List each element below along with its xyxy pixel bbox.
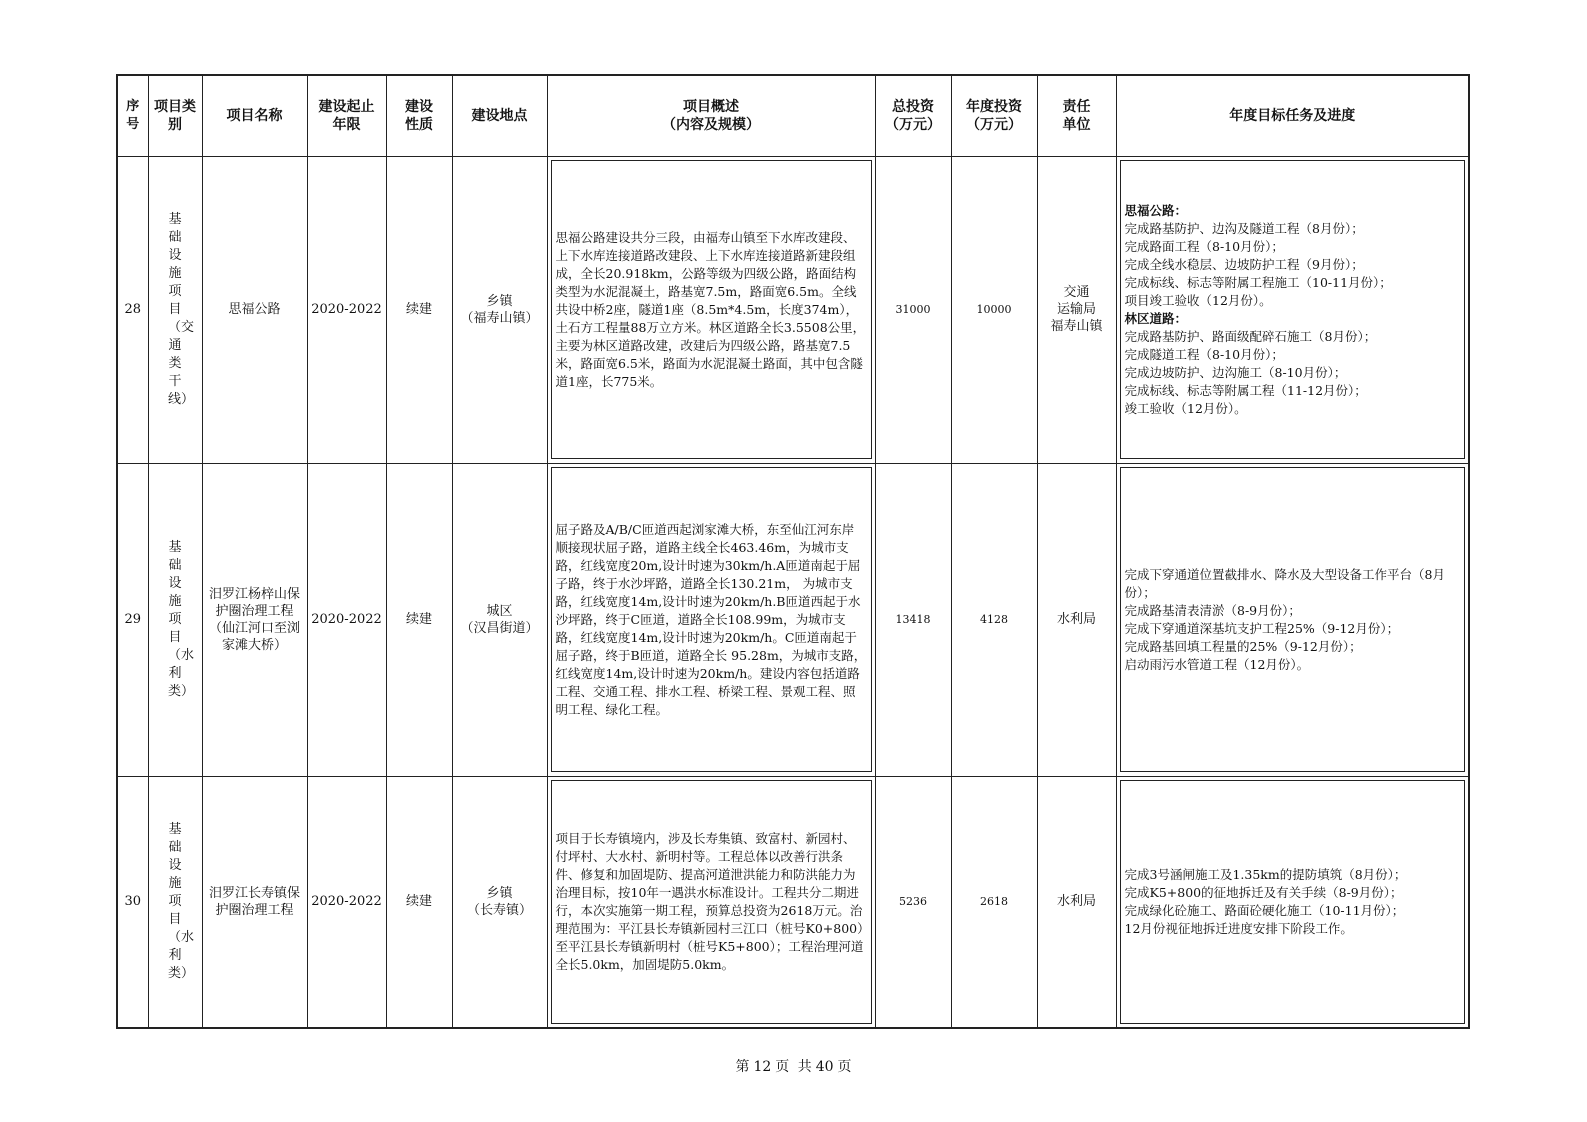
table-header-row — [117, 75, 1469, 156]
header-annual-investment: 年度投资 （万元） — [951, 75, 1037, 156]
header-category: 项目类别 — [148, 75, 202, 156]
row-project-name: 汨罗江杨梓山保护圈治理工程（仙江河口至浏家滩大桥） — [202, 463, 307, 776]
row-responsible-unit: 水利局 — [1037, 463, 1116, 776]
row-tasks: 完成下穿通道位置截排水、降水及大型设备工作平台（8月份）； 完成路基清表清淤（8-9月份）； 完成下穿通道深基坑支护工程25%（9-12月份）； 完成路基回填工程量的25%（9-12月份）； 启动雨污水管道工程（12月份）。 — [1116, 463, 1469, 776]
row-nature: 续建 — [386, 776, 452, 1028]
row-category: 基础设施项目（交通类干线） — [148, 156, 202, 463]
row-period: 2020-2022 — [307, 463, 386, 776]
row-project-name: 思福公路 — [202, 156, 307, 463]
row-total-investment: 5236 — [875, 776, 951, 1028]
row-seq: 30 — [117, 776, 148, 1028]
table-row — [117, 776, 1469, 1028]
row-overview: 屈子路及A/B/C匝道西起浏家滩大桥，东至仙江河东岸顺接现状屈子路，道路主线全长463.46m，为城市支路，红线宽度20m,设计时速为30km/h.A匝道南起于屈子路，终于水沙坪路，道路全长130.21m， 为城市支路，红线宽度14m,设计时速为20km/h.B匝道西起于水沙坪路，终于C匝道，道路全长108.99m，为城市支路，红线宽度14m,设计时速为20km/h。C匝道南起于屈子路，终于B匝道，道路全长 95.28m，为城市支路，红线宽度14m,设计时速为20km/h。建设内容包括道路工程、交通工程、排水工程、桥梁工程、景观工程、照明工程、绿化工程。 — [547, 463, 875, 776]
row-category: 基础设施项目（水利类） — [148, 776, 202, 1028]
header-total-investment: 总投资 （万元） — [875, 75, 951, 156]
header-overview: 项目概述 （内容及规模） — [547, 75, 875, 156]
footer-total-unit: 页 — [837, 1059, 852, 1075]
project-table — [116, 74, 1470, 1029]
table-row — [117, 156, 1469, 463]
page-footer — [0, 1056, 1587, 1076]
row-category: 基础设施项目（水利类） — [148, 463, 202, 776]
header-location: 建设地点 — [452, 75, 547, 156]
row-responsible-unit: 交通 运输局 福寿山镇 — [1037, 156, 1116, 463]
row-responsible-unit: 水利局 — [1037, 776, 1116, 1028]
row-location: 乡镇 （长寿镇） — [452, 776, 547, 1028]
header-period: 建设起止年限 — [307, 75, 386, 156]
row-seq: 29 — [117, 463, 148, 776]
row-location: 乡镇 （福寿山镇） — [452, 156, 547, 463]
row-period: 2020-2022 — [307, 156, 386, 463]
row-annual-investment: 10000 — [951, 156, 1037, 463]
row-total-investment: 13418 — [875, 463, 951, 776]
header-seq: 序号 — [117, 75, 148, 156]
row-period: 2020-2022 — [307, 776, 386, 1028]
row-tasks: 完成3号涵闸施工及1.35km的提防填筑（8月份）； 完成K5+800的征地拆迁及有关手续（8-9月份）； 完成绿化砼施工、路面砼硬化施工（10-11月份）； 12月份视征地拆迁进度安排下阶段工作。 — [1116, 776, 1469, 1028]
row-total-investment: 31000 — [875, 156, 951, 463]
table-row — [117, 463, 1469, 776]
footer-total-number: 40 — [815, 1059, 834, 1075]
row-annual-investment: 2618 — [951, 776, 1037, 1028]
row-tasks: 思福公路： 完成路基防护、边沟及隧道工程（8月份）； 完成路面工程（8-10月份）； 完成全线水稳层、边坡防护工程（9月份）； 完成标线、标志等附属工程施工（10-11月份）； 项目竣工验收（12月份）。 林区道路： 完成路基防护、路面级配碎石施工（8月份）； 完成隧道工程（8-10月份）； 完成边坡防护、边沟施工（8-10月份）； 完成标线、标志等附属工程（11-12月份）； 竣工验收（12月份）。 — [1116, 156, 1469, 463]
footer-total-prefix: 共 — [797, 1059, 812, 1075]
header-tasks: 年度目标任务及进度 — [1116, 75, 1469, 156]
row-project-name: 汨罗江长寿镇保护圈治理工程 — [202, 776, 307, 1028]
row-overview: 思福公路建设共分三段，由福寿山镇至下水库改建段、上下水库连接道路改建段、上下水库连接道路新建段组成，全长20.918km，公路等级为四级公路，路面结构类型为水泥混凝土，路基宽7.5m，路面宽6.5m。全线共设中桥2座，隧道1座（8.5m*4.5m，长度374m），土石方工程量88万立方米。林区道路全长3.5508公里，主要为林区道路改建，改建后为四级公路，路基宽7.5米，路面宽6.5米，路面为水泥混凝土路面，其中包含隧道1座，长775米。 — [547, 156, 875, 463]
header-name: 项目名称 — [202, 75, 307, 156]
footer-page-number: 12 — [753, 1059, 772, 1075]
footer-page-prefix: 第 — [735, 1059, 750, 1075]
footer-page-unit: 页 — [775, 1059, 790, 1075]
header-nature: 建设性质 — [386, 75, 452, 156]
row-overview: 项目于长寿镇境内，涉及长寿集镇、致富村、新园村、付坪村、大水村、新明村等。工程总体以改善行洪条件、修复和加固堤防、提高河道泄洪能力和防洪能力为治理目标，按10年一遇洪水标准设计。工程共分二期进行，本次实施第一期工程，预算总投资为2618万元。治理范围为：平江县长寿镇新园村三江口（桩号K0+800）至平江县长寿镇新明村（桩号K5+800）；工程治理河道全长5.0km，加固堤防5.0km。 — [547, 776, 875, 1028]
header-responsible-unit: 责任 单位 — [1037, 75, 1116, 156]
row-location: 城区 （汉昌街道） — [452, 463, 547, 776]
row-annual-investment: 4128 — [951, 463, 1037, 776]
row-nature: 续建 — [386, 156, 452, 463]
row-nature: 续建 — [386, 463, 452, 776]
row-seq: 28 — [117, 156, 148, 463]
